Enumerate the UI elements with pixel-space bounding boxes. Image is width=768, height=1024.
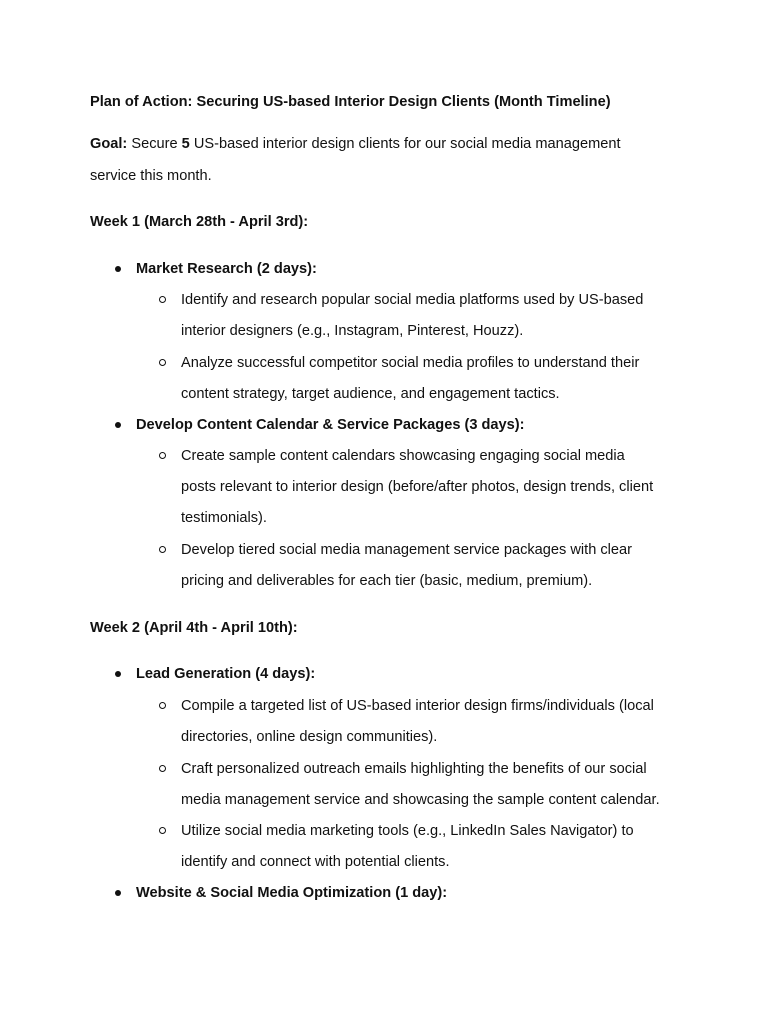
- list-item-line: posts relevant to interior design (before/after photos, design trends, client: [181, 479, 654, 495]
- bullet-icon: [115, 266, 121, 272]
- list-item-line: testimonials).: [181, 510, 267, 526]
- goal-text-before: Secure: [131, 136, 178, 152]
- list-item-line: media management service and showcasing the sample content calendar.: [181, 792, 660, 808]
- goal-line-1: [90, 134, 621, 154]
- bullet-icon: [115, 422, 121, 428]
- sub-bullet-icon: [159, 359, 166, 366]
- sub-bullet-icon: [159, 827, 166, 834]
- section-market-research-heading: Market Research (2 days):: [136, 261, 317, 277]
- document-title: Plan of Action: Securing US-based Interior Design Clients (Month Timeline): [90, 94, 611, 110]
- sub-bullet-icon: [159, 452, 166, 459]
- list-item-line: identify and connect with potential clients.: [181, 854, 450, 870]
- list-item-line: Craft personalized outreach emails highlighting the benefits of our social: [181, 761, 647, 777]
- sub-bullet-icon: [159, 296, 166, 303]
- list-item-line: Develop tiered social media management service packages with clear: [181, 542, 633, 558]
- list-item-line: interior designers (e.g., Instagram, Pinterest, Houzz).: [181, 323, 524, 339]
- goal-number: 5: [181, 136, 190, 152]
- sub-bullet-icon: [159, 765, 166, 772]
- week-2-heading: Week 2 (April 4th - April 10th):: [90, 620, 298, 636]
- list-item-line: Utilize social media marketing tools (e.g., LinkedIn Sales Navigator) to: [181, 823, 634, 839]
- list-item-line: content strategy, target audience, and engagement tactics.: [181, 386, 560, 402]
- goal-line-2: service this month.: [90, 168, 212, 184]
- section-content-calendar-heading: Develop Content Calendar & Service Packages (3 days):: [136, 417, 525, 433]
- bullet-icon: [115, 671, 121, 677]
- list-item-line: Analyze successful competitor social media profiles to understand their: [181, 355, 640, 371]
- section-website-optimization-heading: Website & Social Media Optimization (1 day):: [136, 885, 448, 901]
- section-lead-generation-heading: Lead Generation (4 days):: [136, 666, 316, 682]
- list-item-line: Identify and research popular social media platforms used by US-based: [181, 292, 644, 308]
- list-item-line: Create sample content calendars showcasing engaging social media: [181, 448, 625, 464]
- sub-bullet-icon: [159, 702, 166, 709]
- week-1-heading: Week 1 (March 28th - April 3rd):: [90, 214, 309, 230]
- list-item-line: Compile a targeted list of US-based interior design firms/individuals (local: [181, 698, 654, 714]
- bullet-icon: [115, 890, 121, 896]
- list-item-line: directories, online design communities).: [181, 729, 438, 745]
- list-item-line: pricing and deliverables for each tier (basic, medium, premium).: [181, 573, 593, 589]
- goal-label: Goal:: [90, 136, 128, 152]
- sub-bullet-icon: [159, 546, 166, 553]
- goal-text-after: US-based interior design clients for our social media management: [193, 136, 621, 152]
